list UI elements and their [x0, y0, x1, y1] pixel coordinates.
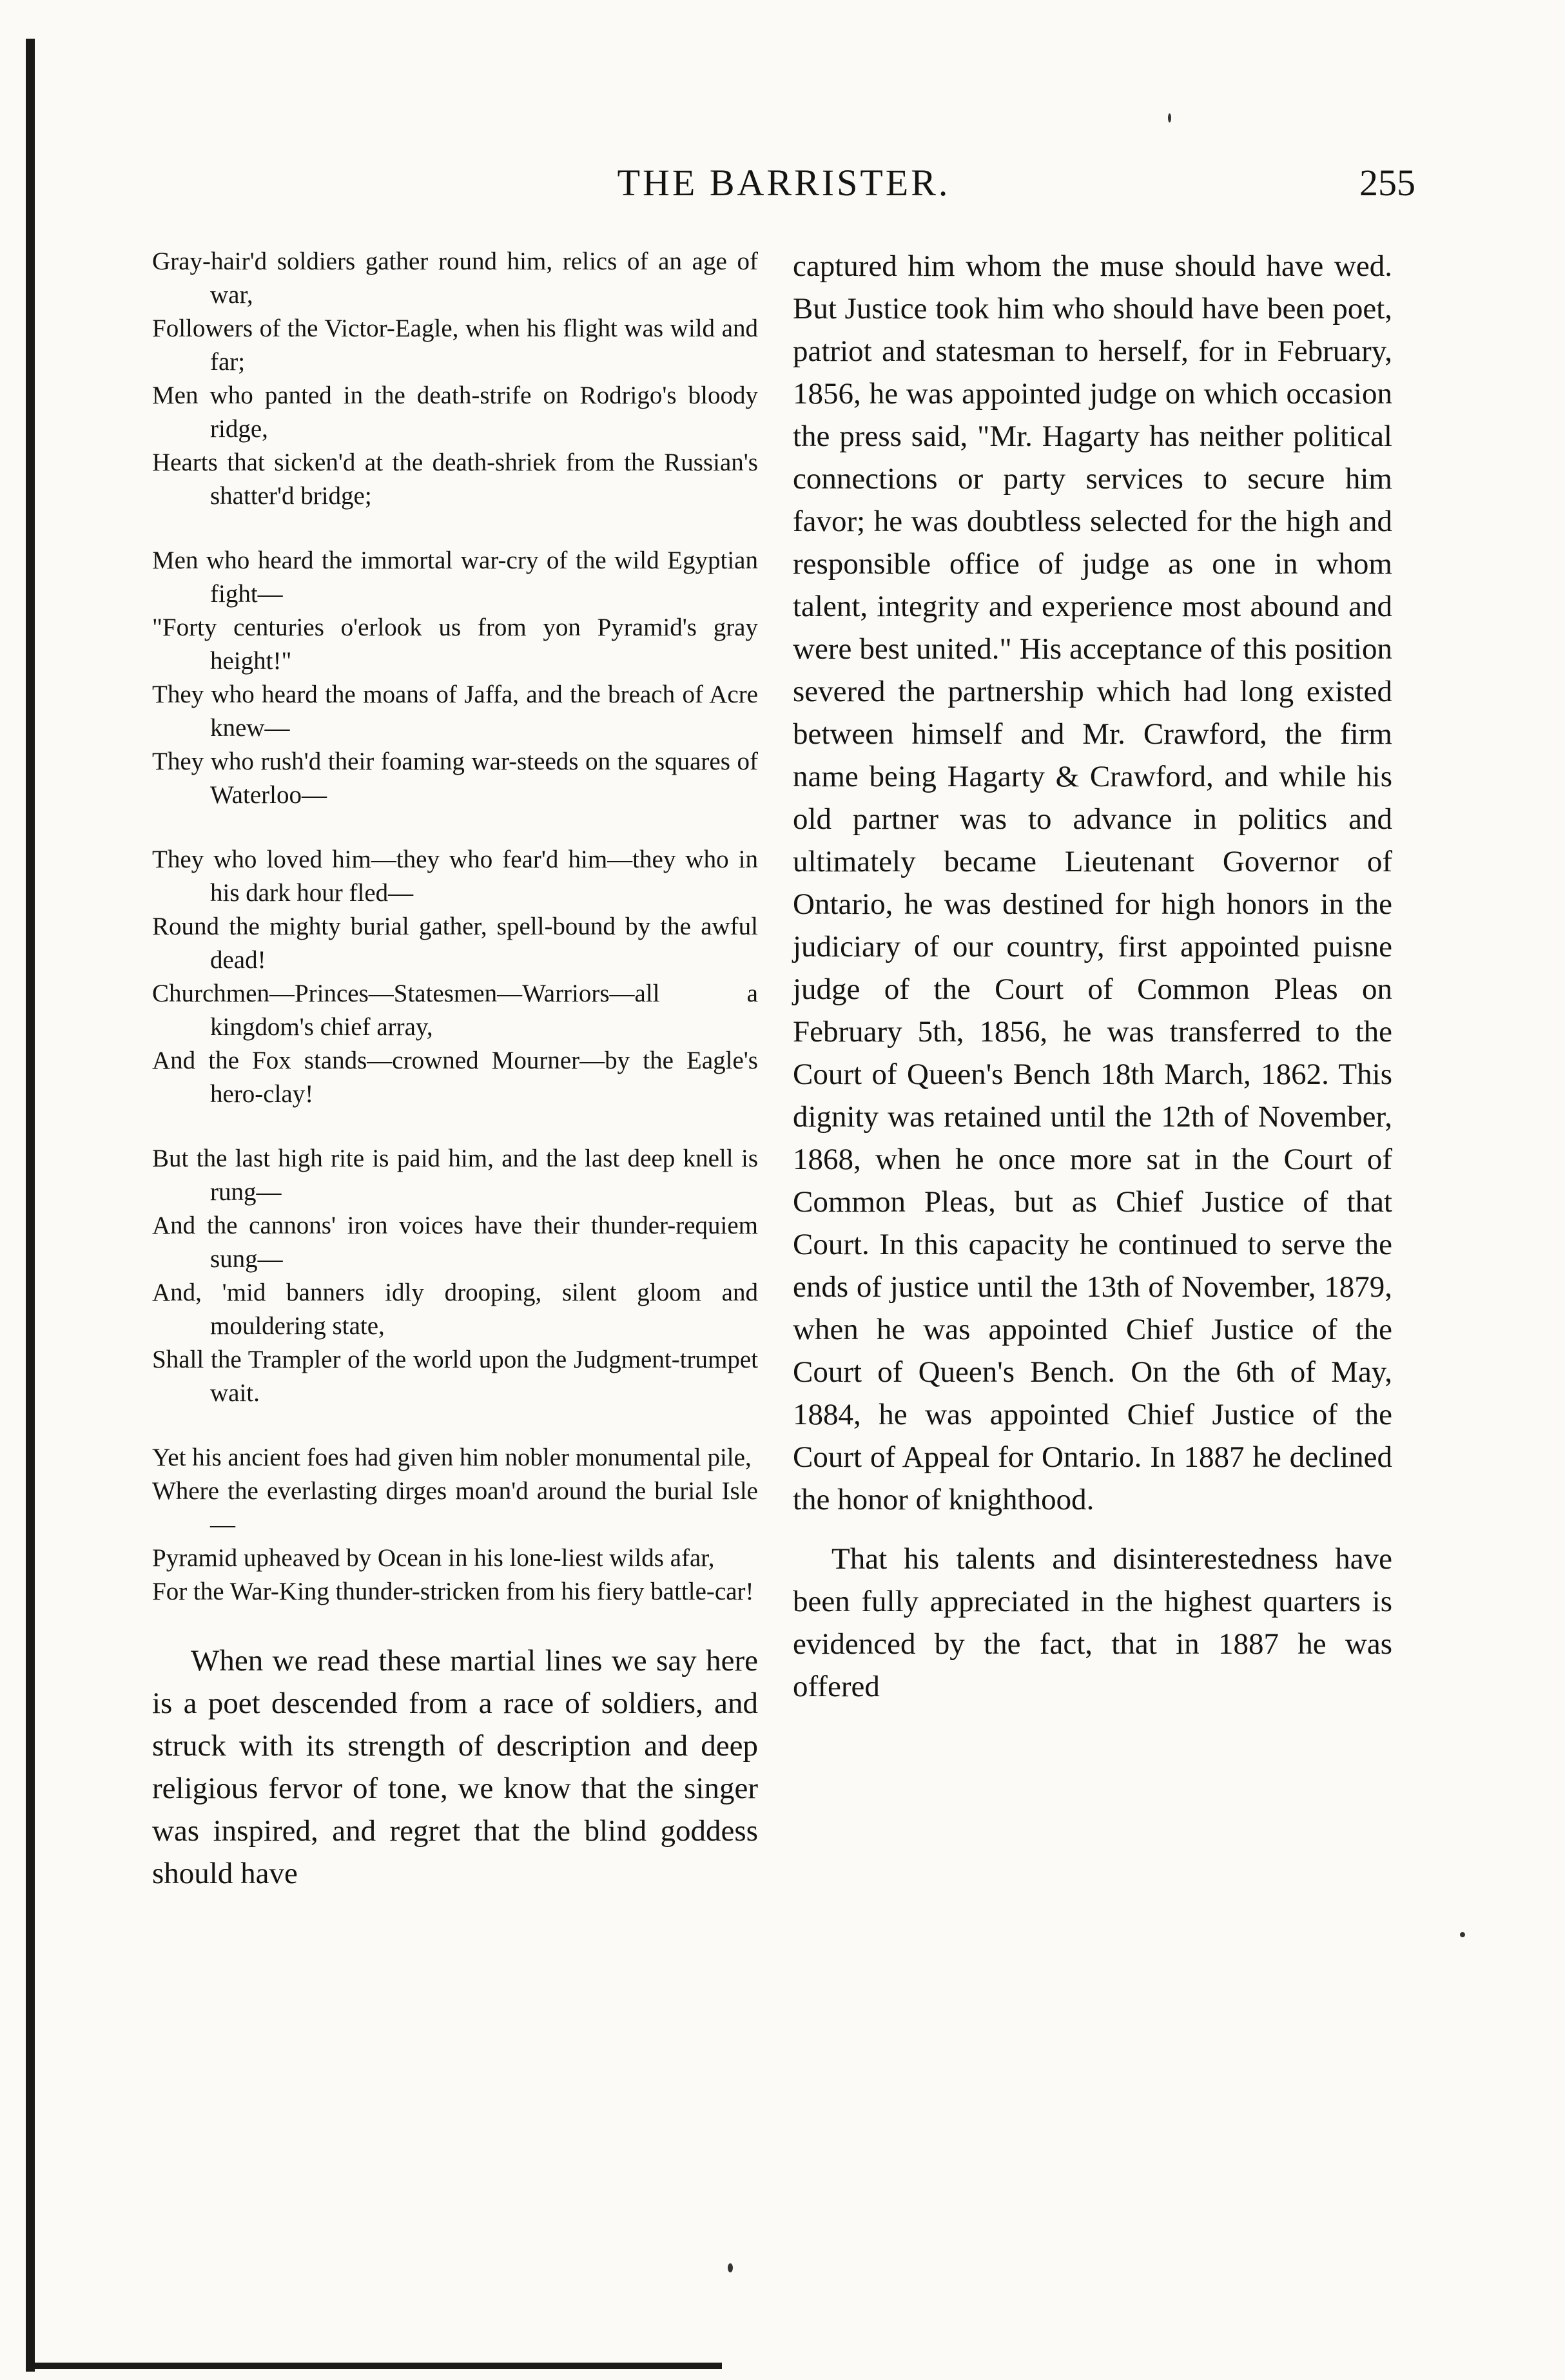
poem-line: For the War-King thunder-stricken from his fiery battle-car! — [152, 1578, 754, 1605]
poem-line: Shall the Trampler of the world upon the Judgment-trumpet wait. — [152, 1346, 758, 1407]
ink-speck — [1460, 1932, 1465, 1937]
poem-stanza — [152, 245, 758, 513]
poem-line: They who rush'd their foaming war-steeds on the squares of Waterloo— — [152, 748, 758, 809]
poem-line: And the Fox stands—crowned Mourner—by the Eagle's hero-clay! — [152, 1047, 758, 1108]
left-column — [152, 245, 758, 1895]
poem-stanza — [152, 544, 758, 812]
page-number: 255 — [1359, 162, 1415, 204]
body-paragraph: When we read these martial lines we say here is a poet descended from a race of soldiers, and struck with its strength of description and deep religious fervor of tone, we know that the singer was inspired, and regret that the blind goddess should have — [152, 1644, 758, 1890]
poem-stanza — [152, 1142, 758, 1410]
poem-line: Men who panted in the death-strife on Rodrigo's bloody ridge, — [152, 382, 758, 443]
poem-line: Yet his ancient foes had given him nobler monumental pile, — [152, 1444, 752, 1471]
ink-speck — [1168, 113, 1171, 122]
poem-line: And, 'mid banners idly drooping, silent gloom and mouldering state, — [152, 1279, 758, 1340]
page-bottom-edge — [26, 2363, 722, 2369]
running-header — [152, 161, 1415, 213]
poem-line: Churchmen—Princes—Statesmen—Warriors—all a kingdom's chief array, — [152, 980, 758, 1041]
poem-stanza — [152, 1441, 758, 1609]
poem-line: Hearts that sicken'd at the death-shriek from the Russian's shatter'd bridge; — [152, 449, 758, 510]
poem-stanza — [152, 843, 758, 1111]
poem-line: Gray-hair'd soldiers gather round him, relics of an age of war, — [152, 247, 758, 309]
poem-line: "Forty centuries o'erlook us from yon Pyramid's gray height!" — [152, 614, 758, 675]
poem-line: Pyramid upheaved by Ocean in his lone-liest wilds afar, — [152, 1544, 715, 1572]
poem-line: But the last high rite is paid him, and the last deep knell is rung— — [152, 1145, 758, 1206]
page-title: THE BARRISTER. — [617, 162, 951, 204]
page-binding-edge — [26, 39, 35, 2372]
poem-line: And the cannons' iron voices have their thunder-requiem sung— — [152, 1212, 758, 1273]
poem-line: Men who heard the immortal war-cry of the wild Egyptian fight— — [152, 547, 758, 608]
body-paragraph: captured him whom the muse should have wed. But Justice took him who should have been poet, patriot and statesman to herself, for in February, 1856, he was appointed judge on which occasion the press said, "Mr. Hagarty has neither political connections or party services to secure him favor; he was doubtless selected for the high and responsible office of judge as one in whom talent, integrity and experience most abound and were best united." His acceptance of this position severed the partnership which had long existed between himself and Mr. Crawford, the firm name being Hagarty & Crawford, and while his old partner was to advance in politics and ultimately became Lieutenant Governor of Ontario, he was destined for high honors in the judiciary of our country, first appointed puisne judge of the Court of Common Pleas on February 5th, 1856, he was transferred to the Court of Queen's Bench 18th March, 1862. This dignity was retained until the 12th of November, 1868, when he once more sat in the Court of Common Pleas, but as Chief Justice of that Court. In this capacity he continued to serve the ends of justice until the 13th of November, 1879, when he was appointed Chief Justice of the Court of Queen's Bench. On the 6th of May, 1884, he was appointed Chief Justice of the Court of Appeal for Ontario. In 1887 he declined the honor of knighthood. — [793, 249, 1392, 1516]
poem-line: Followers of the Victor-Eagle, when his flight was wild and far; — [152, 314, 758, 376]
poem-line: Where the everlasting dirges moan'd around the burial Isle— — [152, 1477, 758, 1538]
right-column — [793, 245, 1392, 1708]
body-paragraph: That his talents and disinterestedness have been fully appreciated in the highest quarters is evidenced by the fact, that in 1887 he was offered — [793, 1542, 1392, 1703]
ink-speck — [728, 2263, 733, 2272]
poem-line: They who loved him—they who fear'd him—they who in his dark hour fled— — [152, 846, 758, 907]
poem-line: Round the mighty burial gather, spell-bound by the awful dead! — [152, 913, 758, 974]
poem-line: They who heard the moans of Jaffa, and the breach of Acre knew— — [152, 681, 758, 742]
